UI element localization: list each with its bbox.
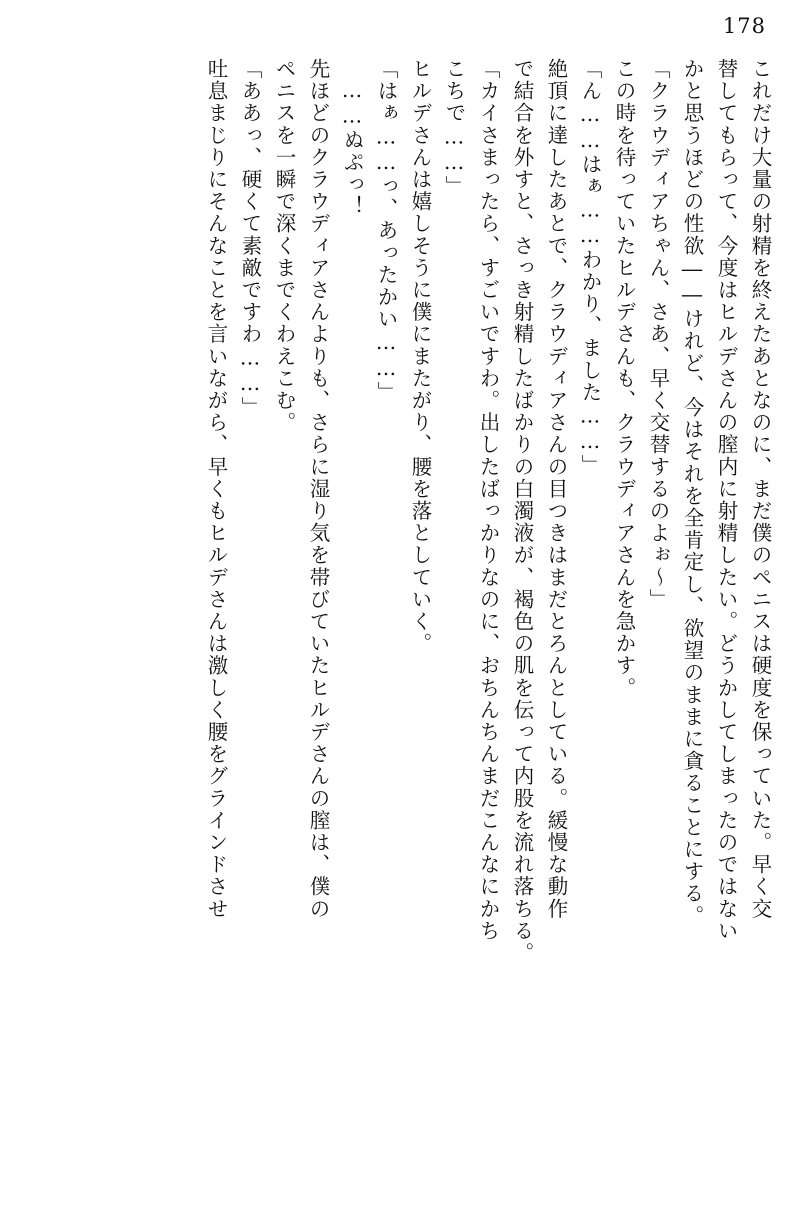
page-number: 178	[722, 14, 766, 38]
text-line: 吐息まじりにそんなことを言いながら、早くもヒルデさんは激しく腰をグラインドさせ	[204, 58, 228, 920]
text-line: 先ほどのクラウディアさんよりも、さらに湿り気を帯びていたヒルデさんの膣は、僕の	[306, 58, 330, 920]
text-line: 「はぁ……っ、あったかい……」	[374, 58, 398, 404]
text-line: ……ぬぷっ！	[340, 78, 364, 218]
text-line: で結合を外すと、さっき射精したばかりの白濁液が、褐色の肌を伝って内股を流れ落ちる。	[510, 58, 534, 965]
text-line: ペニスを一瞬で深くまでくわえこむ。	[272, 58, 296, 434]
text-line: 「ん……はぁ……わかり、ました……」	[578, 58, 602, 477]
text-line: 絶頂に達したあとで、クラウディアさんの目つきはまだとろんとしている。緩慢な動作	[544, 58, 568, 920]
vertical-text-body	[40, 58, 770, 1186]
text-line: 「ああっ、硬くて素敵ですわ……」	[238, 58, 262, 419]
text-line: こちで……」	[442, 58, 466, 198]
text-line: かと思うほどの性欲――けれど、今はそれを全肯定し、欲望のままに貪ることにする。	[680, 58, 704, 927]
text-line: この時を待っていたヒルデさんも、クラウディアさんを急かす。	[612, 58, 636, 699]
text-line: 替してもらって、今度はヒルデさんの膣内に射精したい。どうかしてしまったのではない	[714, 58, 738, 942]
text-line: これだけ大量の射精を終えたあとなのに、まだ僕のペニスは硬度を保っていた。早く交	[748, 58, 772, 920]
text-line: 「カイさまったら、すごいですわ。出したばっかりなのに、おちんちんまだこんなにかち	[476, 58, 500, 942]
text-line: 「クラウディアちゃん、さあ、早く交替するのよぉ～」	[646, 58, 670, 611]
text-line: ヒルデさんは嬉しそうに僕にまたがり、腰を落としていく。	[408, 58, 432, 655]
